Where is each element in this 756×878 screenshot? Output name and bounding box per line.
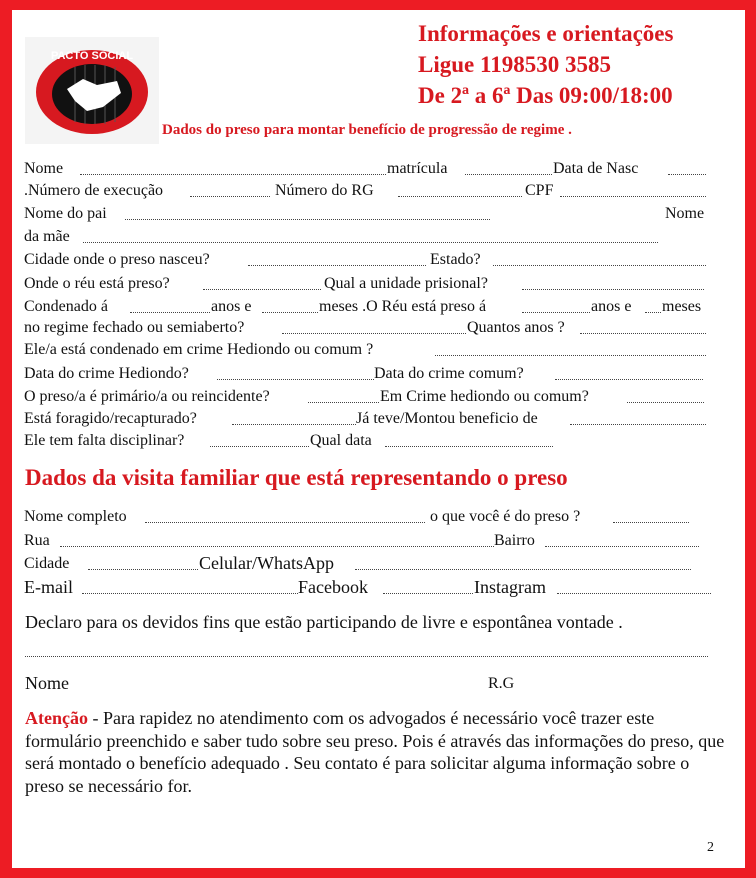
field-preso-anos[interactable] bbox=[522, 312, 590, 313]
label-o-que: o que você é do preso ? bbox=[430, 508, 581, 525]
hours-line: De 2ª a 6ª Das 09:00/18:00 bbox=[418, 83, 673, 108]
phone-line: Ligue 1198530 3585 bbox=[418, 52, 611, 77]
field-condenado-anos[interactable] bbox=[130, 312, 210, 313]
attention-text: - Para rapidez no atendimento com os advogados é necessário você trazer este formulário preenchido e saber tudo sobre seu preso. Pois é através das informações do preso, que será montado o benefício adequado . Seu contato é para solicitar alguma informação sobre o preso se necessário for. bbox=[25, 708, 725, 796]
field-hediondo-comum[interactable] bbox=[435, 355, 706, 356]
label-quantos-anos: Quantos anos ? bbox=[467, 319, 565, 336]
label-onde-preso: Onde o réu está preso? bbox=[24, 275, 170, 292]
field-primario[interactable] bbox=[308, 402, 379, 403]
signature-rg-label: R.G bbox=[488, 675, 515, 692]
label-em-crime: Em Crime hediondo ou comum? bbox=[380, 388, 589, 405]
field-quantos-anos[interactable] bbox=[580, 333, 706, 334]
section1-title: Dados do preso para montar benefício de progressão de regime . bbox=[162, 122, 572, 138]
field-email[interactable] bbox=[82, 593, 298, 594]
field-preso-meses[interactable] bbox=[645, 312, 661, 313]
field-condenado-meses[interactable] bbox=[262, 312, 318, 313]
field-foragido[interactable] bbox=[232, 424, 356, 425]
field-nome-completo[interactable] bbox=[145, 522, 425, 523]
field-unidade[interactable] bbox=[522, 289, 704, 290]
field-onde-preso[interactable] bbox=[203, 289, 321, 290]
form-page bbox=[12, 10, 745, 868]
svg-text:PACTO SOCIAL: PACTO SOCIAL bbox=[50, 50, 134, 62]
label-qual-data: Qual data bbox=[310, 432, 372, 449]
field-nome-pai[interactable] bbox=[125, 219, 490, 220]
label-estado: Estado? bbox=[430, 251, 481, 268]
field-estado[interactable] bbox=[493, 265, 706, 266]
section2-title: Dados da visita familiar que está representando o preso bbox=[25, 465, 568, 490]
label-celular: Celular/WhatsApp bbox=[199, 553, 334, 573]
label-beneficio: Já teve/Montou beneficio de bbox=[356, 410, 538, 427]
field-cidade-nasceu[interactable] bbox=[248, 265, 426, 266]
label-instagram: Instagram bbox=[474, 577, 546, 597]
label-data-comum: Data do crime comum? bbox=[374, 365, 524, 382]
info-heading: Informações e orientações bbox=[418, 21, 674, 46]
label-falta: Ele tem falta disciplinar? bbox=[24, 432, 185, 449]
field-data-nasc[interactable] bbox=[668, 174, 706, 175]
signature-nome-label: Nome bbox=[25, 673, 69, 693]
field-data-comum[interactable] bbox=[555, 379, 703, 380]
label-email: E-mail bbox=[24, 577, 73, 597]
field-em-crime[interactable] bbox=[627, 402, 704, 403]
field-cidade[interactable] bbox=[88, 569, 198, 570]
label-hediondo-comum: Ele/a está condenado em crime Hediondo ou comum ? bbox=[24, 341, 374, 358]
field-regime[interactable] bbox=[282, 333, 466, 334]
label-nome-completo: Nome completo bbox=[24, 508, 127, 525]
label-cpf: CPF bbox=[525, 182, 554, 199]
label-num-rg: Número do RG bbox=[275, 182, 374, 199]
label-nome: Nome bbox=[24, 160, 64, 177]
label-primario: O preso/a é primário/a ou reincidente? bbox=[24, 388, 270, 405]
declaration-text: Declaro para os devidos fins que estão participando de livre e espontânea vontade . bbox=[25, 612, 623, 632]
attention-label: Atenção bbox=[25, 708, 88, 728]
field-facebook[interactable] bbox=[383, 593, 473, 594]
label-anos-e: anos e bbox=[211, 298, 252, 315]
label-condenado: Condenado á bbox=[24, 298, 108, 315]
attention-paragraph bbox=[25, 707, 725, 797]
label-data-hediondo: Data do crime Hediondo? bbox=[24, 365, 189, 382]
field-falta[interactable] bbox=[210, 446, 309, 447]
pacto-social-logo bbox=[25, 37, 159, 144]
page-number: 2 bbox=[707, 840, 714, 855]
field-num-exec[interactable] bbox=[190, 196, 270, 197]
label-cidade: Cidade bbox=[24, 555, 70, 572]
field-rua[interactable] bbox=[60, 546, 494, 547]
label-cidade-nasceu: Cidade onde o preso nasceu? bbox=[24, 251, 210, 268]
signature-line[interactable] bbox=[25, 656, 708, 657]
field-cpf[interactable] bbox=[560, 196, 706, 197]
field-matricula[interactable] bbox=[465, 174, 552, 175]
field-instagram[interactable] bbox=[557, 593, 711, 594]
label-regime: no regime fechado ou semiaberto? bbox=[24, 319, 245, 336]
field-beneficio[interactable] bbox=[570, 424, 706, 425]
label-bairro: Bairro bbox=[494, 532, 535, 549]
label-num-exec: .Número de execução bbox=[24, 182, 164, 199]
label-matricula: matrícula bbox=[387, 160, 448, 177]
label-rua: Rua bbox=[24, 532, 50, 549]
field-num-rg[interactable] bbox=[398, 196, 522, 197]
label-nome-mae: Nome bbox=[665, 205, 705, 222]
label-unidade: Qual a unidade prisional? bbox=[324, 275, 488, 292]
field-bairro[interactable] bbox=[545, 546, 699, 547]
field-o-que[interactable] bbox=[613, 522, 689, 523]
label-nome-pai: Nome do pai bbox=[24, 205, 107, 222]
label-anos-e2: anos e bbox=[591, 298, 632, 315]
label-data-nasc: Data de Nasc bbox=[553, 160, 639, 177]
field-celular[interactable] bbox=[355, 569, 691, 570]
label-da-mae: da mãe bbox=[24, 228, 70, 245]
field-qual-data[interactable] bbox=[385, 446, 553, 447]
label-meses: meses bbox=[662, 298, 702, 315]
field-data-hediondo[interactable] bbox=[217, 379, 374, 380]
field-nome-mae[interactable] bbox=[83, 242, 658, 243]
label-foragido: Está foragido/recapturado? bbox=[24, 410, 197, 427]
field-nome[interactable] bbox=[80, 174, 386, 175]
label-facebook: Facebook bbox=[298, 577, 368, 597]
label-meses-preso: meses .O Réu está preso á bbox=[319, 298, 487, 315]
